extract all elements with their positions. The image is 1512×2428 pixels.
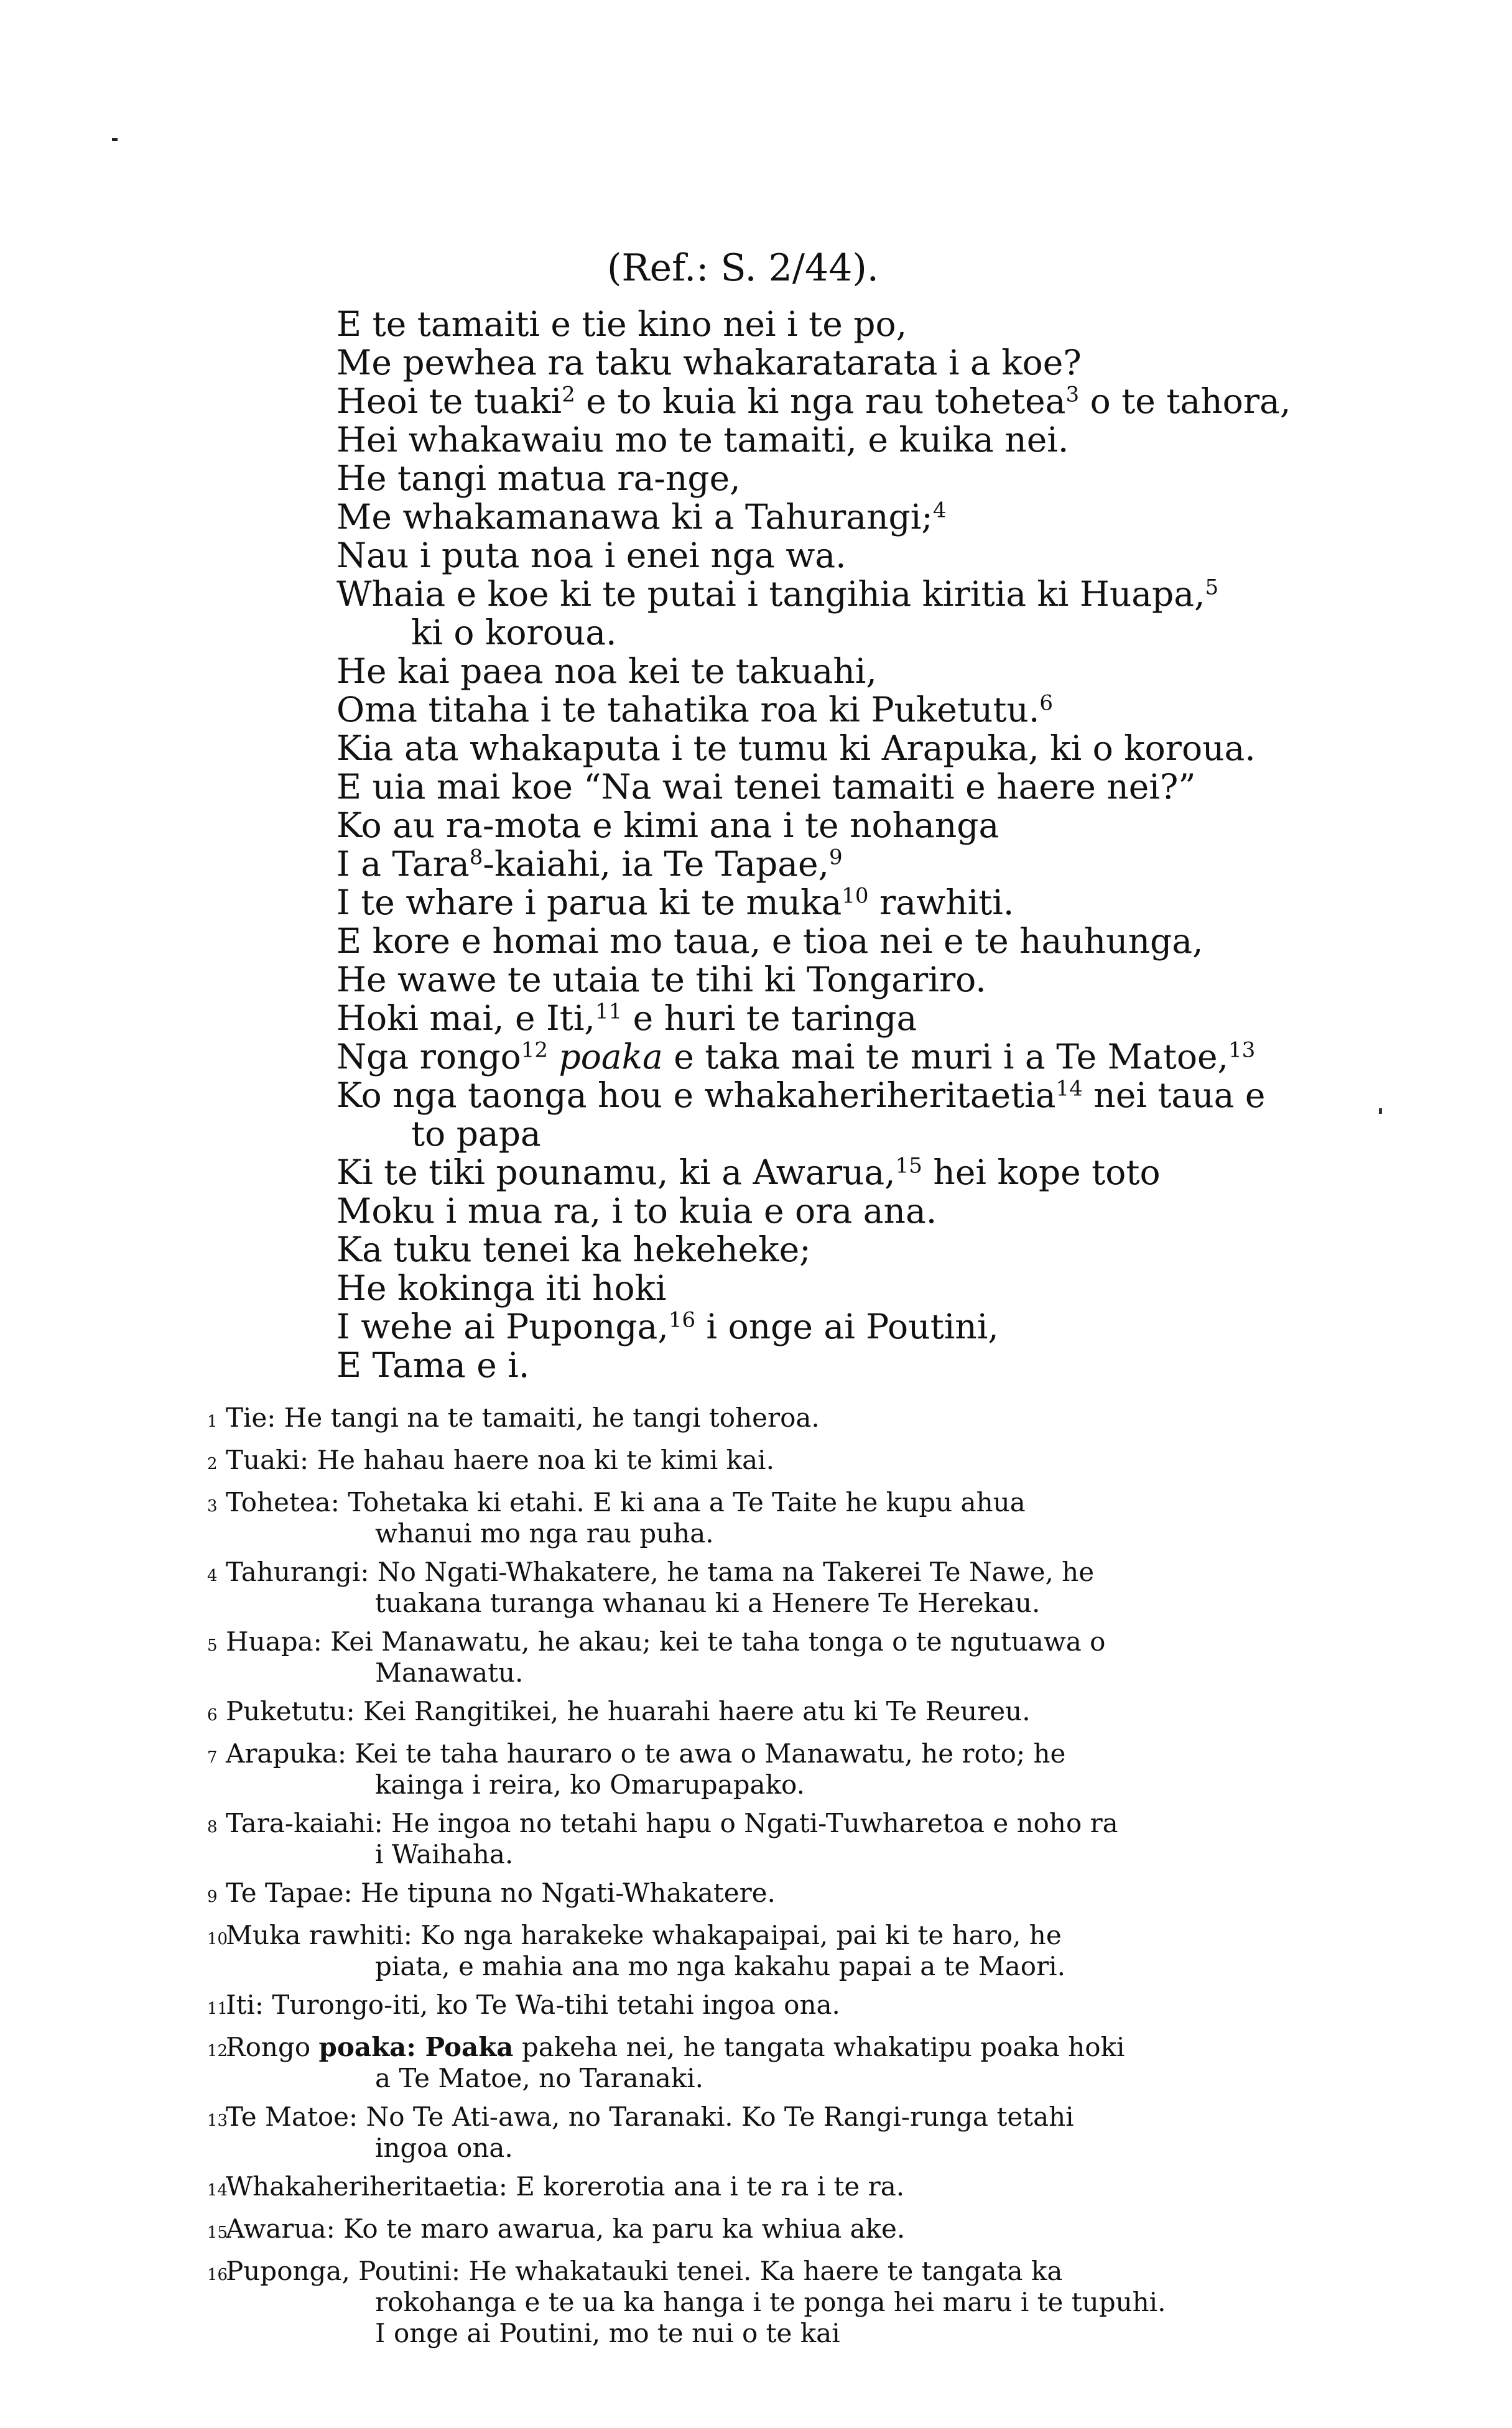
- poem-line: Ko nga taonga hou e whakaheriheritaetia$^{14}$ nei taua e: [336, 1075, 1266, 1115]
- footnote-ref: 11: [595, 999, 623, 1024]
- poem-line: He kai paea noa kei te takuahi,: [336, 651, 877, 691]
- footnote-ref: 14: [1055, 1076, 1083, 1101]
- poem-line: Nga rongo$^{12}$ poaka e taka mai te muri i a Te Matoe,$^{13}$: [336, 1037, 1256, 1077]
- footnote-number: 6: [207, 1706, 218, 1725]
- footnote-ref: 9: [829, 845, 843, 870]
- footnote: 7 Arapuka: Kei te taha hauraro o te awa o Manawatu, he roto; he kainga i reira, ko Omarupapako.: [207, 1738, 1066, 1800]
- poem-line: Ko au ra-mota e kimi ana i te nohanga: [336, 805, 999, 845]
- footnote: 10 Muka rawhiti: Ko nga harakeke whakapaipai, pai ki te haro, he piata, e mahia ana mo nga kakahu papai a te Maori.: [207, 1920, 1065, 1981]
- footnote-ref: 16: [668, 1307, 696, 1333]
- footnote-number: 14: [207, 2181, 228, 2200]
- footnote: 8 Tara-kaiahi: He ingoa no tetahi hapu o Ngati-Tuwharetoa e noho ra i Waihaha.: [207, 1808, 1118, 1870]
- footnote-ref: 2: [562, 382, 575, 407]
- footnote-ref: 10: [842, 883, 869, 909]
- poem-line-continued: to papa: [411, 1114, 541, 1154]
- footnote-number: 8: [207, 1818, 218, 1837]
- poem-line: Hei whakawaiu mo te tamaiti, e kuika nei.: [336, 420, 1069, 460]
- poem-line: Whaia e koe ki te putai i tangihia kiritia ki Huapa,$^5$: [336, 574, 1219, 614]
- footnote-number: 12: [207, 2042, 228, 2060]
- footnote-number: 16: [207, 2266, 228, 2284]
- footnote-ref: 15: [895, 1153, 922, 1179]
- footnote-ref: 4: [932, 498, 947, 523]
- footnote: 2 Tuaki: He hahau haere noa ki te kimi kai.: [207, 1445, 1339, 1480]
- footnote: 1 Tie: He tangi na te tamaiti, he tangi toheroa.: [207, 1402, 1339, 1437]
- poem-line: E kore e homai mo taua, e tioa nei e te hauhunga,: [336, 921, 1204, 961]
- footnotes: [207, 1402, 1339, 2356]
- poem-line: E uia mai koe “Na wai tenei tamaiti e haere nei?”: [336, 767, 1196, 807]
- poem-line: Oma titaha i te tahatika roa ki Puketutu.$^6$: [336, 690, 1053, 730]
- footnote: 5 Huapa: Kei Manawatu, he akau; kei te taha tonga o te ngutuawa o Manawatu.: [207, 1626, 1106, 1688]
- poem-line: Heoi te tuaki$^2$ e to kuia ki nga rau tohetea$^3$ o te tahora,: [336, 381, 1291, 421]
- footnote-number: 13: [207, 2111, 228, 2130]
- footnote-number: 15: [207, 2223, 228, 2242]
- poem-line: He wawe te utaia te tihi ki Tongariro.: [336, 960, 986, 999]
- poem-line: Ki te tiki pounamu, ki a Awarua,$^{15}$ hei kope toto: [336, 1152, 1161, 1192]
- poem-line: He kokinga iti hoki: [336, 1268, 667, 1308]
- stray-print-mark: [112, 138, 118, 141]
- poem-line: He tangi matua ra-nge,: [336, 458, 741, 498]
- footnote-number: 1: [207, 1412, 218, 1431]
- footnote: 13 Te Matoe: No Te Ati-awa, no Taranaki. Ko Te Rangi-runga tetahi ingoa ona.: [207, 2101, 1074, 2163]
- footnote: 16 Puponga, Poutini: He whakatauki tenei. Ka haere te tangata ka rokohanga e te ua ka hanga i te ponga hei maru i te tupuhi. I onge ai Poutini, mo te nui o te kai: [207, 2256, 1166, 2348]
- poem-line: Kia ata whakaputa i te tumu ki Arapuka, ki o koroua.: [336, 728, 1256, 768]
- footnote: 12 Rongo poaka: Poaka pakeha nei, he tangata whakatipu poaka hoki a Te Matoe, no Taranaki.: [207, 2032, 1125, 2093]
- footnote-number: 11: [207, 1999, 228, 2018]
- footnote-number: 4: [207, 1567, 218, 1585]
- poem-line-continued: ki o koroua.: [411, 613, 617, 652]
- footnote: 11 Iti: Turongo-iti, ko Te Wa-tihi tetahi ingoa ona.: [207, 1990, 1339, 2024]
- poem-line: I te whare i parua ki te muka$^{10}$ rawhiti.: [336, 883, 1014, 922]
- footnote-ref: 3: [1065, 382, 1080, 407]
- poem-line: Me pewhea ra taku whakaratarata i a koe?: [336, 343, 1082, 382]
- poem-line: E te tamaiti e tie kino nei i te po,: [336, 304, 907, 344]
- footnote: 15 Awarua: Ko te maro awarua, ka paru ka whiua ake.: [207, 2213, 1339, 2248]
- footnote-ref: 6: [1039, 690, 1053, 716]
- footnote-ref: 8: [469, 845, 483, 870]
- footnote-number: 7: [207, 1748, 218, 1767]
- reference-heading: (Ref.: S. 2/44).: [607, 246, 879, 290]
- poem-line: Hoki mai, e Iti,$^{11}$ e huri te taringa: [336, 998, 917, 1038]
- waiata-text: [336, 305, 1357, 1384]
- poem-line: Me whakamanawa ki a Tahurangi;$^4$: [336, 497, 947, 537]
- poem-line: I a Tara$^8$-kaiahi, ia Te Tapae,$^9$: [336, 844, 843, 884]
- poem-line: I wehe ai Puponga,$^{16}$ i onge ai Poutini,: [336, 1307, 999, 1346]
- stray-print-dot: [1379, 1108, 1382, 1114]
- footnote: 4 Tahurangi: No Ngati-Whakatere, he tama na Takerei Te Nawe, he tuakana turanga whanau ki a Henere Te Herekau.: [207, 1557, 1095, 1618]
- footnote-number: 9: [207, 1888, 218, 1906]
- footnote-number: 5: [207, 1636, 218, 1655]
- footnote: 9 Te Tapae: He tipuna no Ngati-Whakatere.: [207, 1878, 1339, 1912]
- footnote-number: 3: [207, 1497, 218, 1516]
- footnote: 14 Whakaheriheritaetia: E korerotia ana i te ra i te ra.: [207, 2171, 1339, 2206]
- footnote-ref: 12: [521, 1037, 549, 1063]
- poem-line: Ka tuku tenei ka hekeheke;: [336, 1230, 811, 1269]
- footnote: 6 Puketutu: Kei Rangitikei, he huarahi haere atu ki Te Reureu.: [207, 1696, 1339, 1731]
- footnote: 3 Tohetea: Tohetaka ki etahi. E ki ana a Te Taite he kupu ahua whanui mo nga rau puha.: [207, 1487, 1026, 1549]
- poem-line: E Tama e i.: [336, 1345, 530, 1385]
- footnote-ref: 5: [1205, 575, 1219, 600]
- poem-line: Moku i mua ra, i to kuia e ora ana.: [336, 1191, 937, 1231]
- footnote-number: 2: [207, 1455, 218, 1473]
- footnote-ref: 13: [1228, 1037, 1256, 1063]
- footnote-number: 10: [207, 1930, 228, 1948]
- poem-line: Nau i puta noa i enei nga wa.: [336, 535, 846, 575]
